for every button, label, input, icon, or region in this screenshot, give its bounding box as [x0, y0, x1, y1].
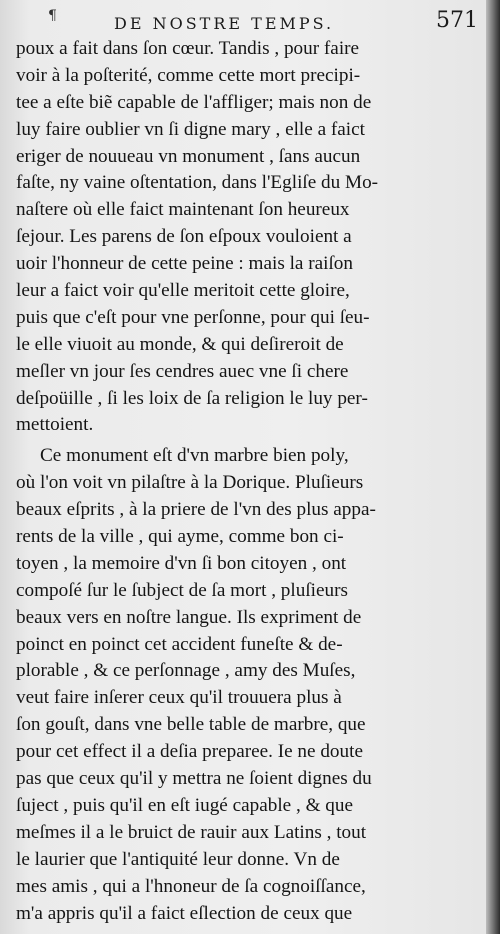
- text-line: pas que ceux qu'il y mettra ne ſoient dignes du: [16, 768, 372, 790]
- text-line: pour cet effect il a deſia preparee. Ie ne doute: [16, 741, 363, 763]
- text-line: le elle viuoit au monde, & qui deſireroit de: [16, 333, 344, 355]
- text-line: tee a eſte biẽ capable de l'affliger; mais non de: [16, 91, 372, 113]
- text-line: toyen , la memoire d'vn ſi bon citoyen , ont: [16, 552, 347, 574]
- text-line: poinct en poinct cet accident funeſte & de-: [16, 633, 343, 655]
- text-line: ſejour. Les parens de ſon eſpoux vouloient a: [16, 226, 352, 248]
- printer-mark: ¶: [48, 8, 57, 24]
- page-number: 571: [436, 8, 478, 33]
- text-line: leur a faict voir qu'elle meritoit cette gloire,: [16, 280, 350, 302]
- text-line: Ce monument eſt d'vn marbre bien poly,: [40, 445, 349, 467]
- body-text: [16, 36, 476, 927]
- paragraph-1: [16, 36, 476, 439]
- page-edge-shadow: [486, 0, 500, 934]
- text-line: uoir l'honneur de cette peine : mais la raiſon: [16, 253, 353, 275]
- text-line: faſte, ny vaine oſtentation, dans l'Egliſe du Mo-: [16, 172, 379, 194]
- paragraph-2: [16, 443, 476, 927]
- text-line: plorable , & ce perſonnage , amy des Muſes,: [16, 660, 356, 682]
- text-line: deſpoüille , ſi les loix de ſa religion le luy per-: [16, 387, 368, 409]
- text-line: compoſé ſur le ſubject de ſa mort , pluſieurs: [16, 579, 348, 601]
- text-line: luy faire oublier vn ſi digne mary , elle a faict: [16, 118, 365, 140]
- text-line: naſtere où elle faict maintenant ſon heureux: [16, 199, 350, 221]
- text-line: rents de la ville , qui ayme, comme bon ci-: [16, 526, 344, 548]
- text-line: m'a appris qu'il a faict eſlection de ceux que: [16, 902, 353, 924]
- text-line: veut faire inſerer ceux qu'il trouuera plus à: [16, 687, 342, 709]
- text-line: meſler vn jour ſes cendres auec vne ſi chere: [16, 360, 349, 382]
- text-line: puis que c'eſt pour vne perſonne, pour qui ſeu-: [16, 306, 370, 328]
- text-line: beaux eſprits , à la priere de l'vn des plus appa-: [16, 499, 376, 521]
- text-line: le laurier que l'antiquité leur donne. Vn de: [16, 848, 340, 870]
- text-line: mes amis , qui a l'hnoneur de ſa cognoiſſance,: [16, 875, 366, 897]
- text-line: voir à la poſterité, comme cette mort precipi-: [16, 64, 361, 86]
- text-line: meſmes il a le bruict de rauir aux Latins , tout: [16, 821, 367, 843]
- text-line: où l'on voit vn pilaſtre à la Dorique. Pluſieurs: [16, 472, 364, 494]
- text-line: ſuject , puis qu'il en eſt iugé capable , & que: [16, 794, 354, 816]
- text-line: eriger de nouueau vn monument , ſans aucun: [16, 145, 361, 167]
- text-line: ſon gouſt, dans vne belle table de marbre, que: [16, 714, 366, 736]
- text-line: mettoient.: [16, 414, 94, 436]
- page-header: [10, 6, 480, 36]
- text-line: poux a fait dans ſon cœur. Tandis , pour faire: [16, 38, 360, 59]
- text-line: beaux vers en noſtre langue. Ils expriment de: [16, 606, 362, 628]
- running-head: DE NOSTRE TEMPS.: [114, 14, 335, 33]
